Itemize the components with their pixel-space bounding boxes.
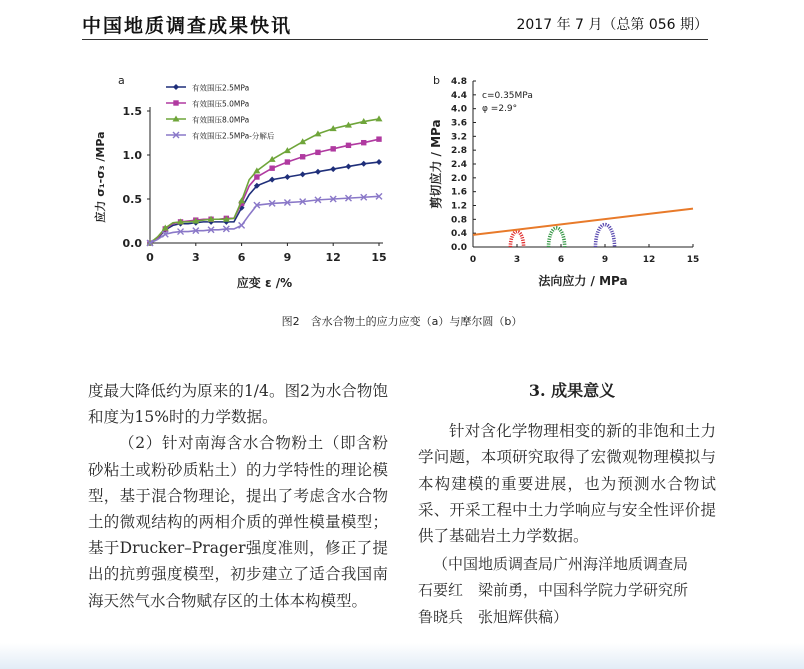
- panel-label-b: b: [433, 74, 440, 87]
- y-tick-label: 2.8: [451, 146, 467, 157]
- x-tick-label: 0: [146, 251, 154, 264]
- data-point: [284, 174, 290, 180]
- y-tick-label: 3.6: [451, 118, 467, 129]
- y-tick-label: 0.8: [451, 215, 467, 226]
- x-axis-title: 应变 ε /%: [236, 276, 293, 290]
- x-axis-title: 法向应力 / MPa: [538, 274, 628, 288]
- header-rule: [82, 39, 708, 40]
- figure-charts: [88, 60, 728, 300]
- y-tick-label: 0.5: [122, 193, 142, 206]
- y-axis-title: 应力 σ₁-σ₃ /MPa: [94, 131, 107, 223]
- data-point: [376, 159, 382, 165]
- paragraph-3: 针对含化学物理相变的新的非饱和土力学问题，本项研究取得了宏微观物理模拟与本构建模的重要进展，也为预测水合物试采、开采工程中土力学响应与安全性评价提供了基础岩土力学数据。: [418, 422, 716, 546]
- mohr-circle: [549, 228, 565, 247]
- panel-label-a: a: [118, 74, 125, 87]
- data-point: [173, 84, 179, 90]
- legend: [166, 83, 275, 141]
- data-point: [345, 163, 351, 169]
- data-point: [330, 166, 336, 172]
- failure-envelope: [473, 209, 693, 235]
- y-tick-label: 2.4: [451, 160, 467, 170]
- y-tick-label: 4.0: [451, 104, 467, 115]
- legend-label: 有效围压8.0MPa: [192, 115, 250, 125]
- figure-2: [88, 60, 728, 300]
- x-tick-label: 3: [513, 255, 521, 265]
- x-tick-label: 3: [191, 251, 200, 264]
- data-point: [315, 150, 320, 155]
- x-tick-label: 15: [686, 255, 700, 265]
- paragraph-1: 度最大降低约为原来的1/4。图2为水合物饱和度为15%时的力学数据。: [88, 382, 388, 427]
- y-tick-label: 4.8: [451, 77, 467, 87]
- legend-label: 有效围压2.5MPa: [192, 83, 250, 93]
- x-tick-label: 12: [642, 255, 656, 265]
- section-heading: 3. 成果意义: [528, 381, 616, 400]
- data-point: [300, 171, 306, 177]
- y-tick-label: 1.5: [122, 105, 142, 118]
- data-point: [269, 177, 275, 183]
- data-point: [376, 115, 383, 121]
- legend-label: 有效围压5.0MPa: [192, 99, 250, 109]
- figure-caption: 图2 含水合物土的应力应变（a）与摩尔圆（b）: [281, 315, 523, 328]
- journal-title: 中国地质调查成果快讯: [82, 15, 293, 37]
- y-tick-label: 1.6: [451, 187, 467, 198]
- data-point: [269, 166, 274, 171]
- data-point: [285, 159, 290, 164]
- series-line: [150, 139, 379, 243]
- data-point: [239, 222, 245, 228]
- annotation: c=0.35MPa: [482, 91, 533, 101]
- data-point: [361, 140, 366, 145]
- data-point: [346, 143, 351, 148]
- y-tick-label: 1.2: [451, 201, 467, 212]
- y-tick-label: 0.4: [451, 229, 467, 240]
- legend-label: 有效围压2.5MPa-分解后: [192, 131, 275, 141]
- data-point: [254, 174, 259, 179]
- mohr-circle: [595, 225, 614, 247]
- x-tick-label: 12: [325, 251, 341, 264]
- issue-info: 2017 年 7 月（总第 056 期）: [516, 17, 708, 33]
- data-point: [315, 169, 321, 175]
- x-tick-label: 15: [371, 251, 387, 264]
- data-point: [361, 161, 367, 167]
- data-point: [376, 136, 381, 141]
- y-tick-label: 0.0: [451, 243, 467, 253]
- y-tick-label: 1.0: [122, 149, 142, 162]
- annotation: φ =2.9°: [482, 104, 518, 114]
- x-tick-label: 9: [283, 251, 292, 264]
- x-tick-label: 9: [601, 255, 609, 265]
- author-line: （中国地质调查局广州海洋地质调查局: [433, 555, 689, 574]
- x-tick-label: 6: [237, 251, 246, 264]
- y-tick-label: 0.0: [122, 237, 142, 250]
- data-point: [331, 146, 336, 151]
- chart-b: [428, 74, 699, 288]
- page-bottom-fade: [0, 643, 804, 669]
- author-line: 鲁晓兵 张旭辉供稿）: [418, 607, 569, 626]
- y-axis-title: 剪切应力 / MPa: [429, 119, 443, 209]
- data-point: [173, 100, 178, 105]
- series-line: [150, 196, 379, 243]
- chart-a: [93, 74, 387, 290]
- left-column: [88, 378, 388, 614]
- y-tick-label: 3.2: [451, 132, 467, 143]
- y-tick-label: 2.0: [451, 173, 467, 184]
- data-point: [300, 154, 305, 159]
- y-tick-label: 4.4: [451, 90, 467, 101]
- author-line: 石要红 梁前勇，中国科学院力学研究所: [418, 581, 689, 600]
- paragraph-2: （2）针对南海含水合物粉土（即含粉砂粘土或粉砂质粘土）的力学特性的理论模型，基于混合物理论，提出了考虑含水合物土的微观结构的两相介质的弹性模量模型；基于Drucker–Prager强度准则，修正了提出的抗剪强度模型，初步建立了适合我国南海天然气水合物赋存区的土体本构模型。: [88, 434, 388, 610]
- x-tick-label: 0: [469, 255, 477, 265]
- x-tick-label: 6: [557, 255, 565, 265]
- author-credits: [418, 551, 716, 630]
- right-column: [418, 378, 716, 630]
